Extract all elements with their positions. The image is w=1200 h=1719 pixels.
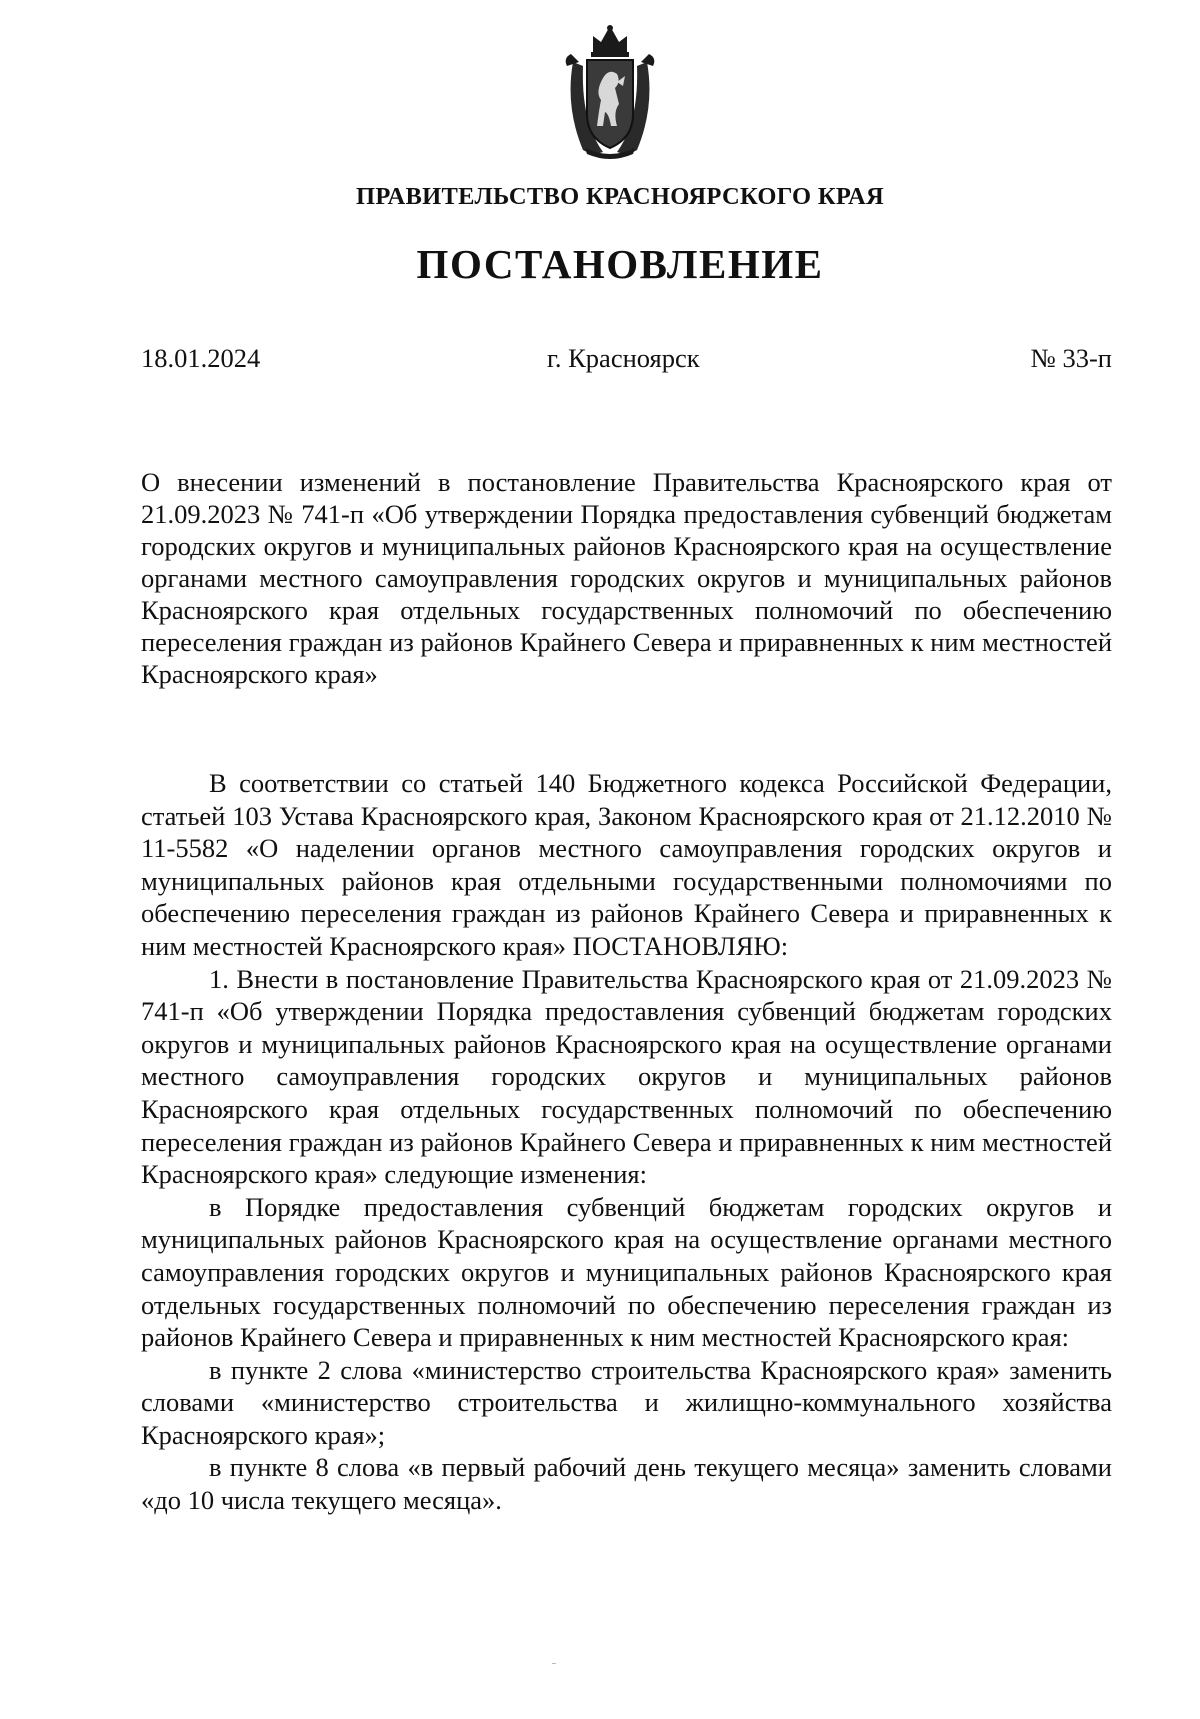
document-number: № 33-п	[1030, 343, 1112, 373]
document-body	[141, 767, 1112, 1517]
body-paragraph: в пункте 8 слова «в первый рабочий день текущего месяца» заменить словами «до 10 числа текущего месяца».	[141, 1452, 1112, 1516]
body-paragraph: В соответствии со статьей 140 Бюджетного кодекса Российской Федерации, статьей 103 Устава Красноярского края, Законом Красноярского края от 21.12.2010 № 11-5582 «О наделении органов местного самоуправления городских округов и муниципальных районов края отдельными государственными полномочиями по обеспечению переселения граждан из районов Крайнего Севера и приравненных к ним местностей Красноярского края» ПОСТАНОВЛЯЮ:	[141, 768, 1112, 961]
document-date: 18.01.2024	[141, 343, 261, 373]
document-meta	[141, 343, 1112, 379]
body-paragraph: в Порядке предоставления субвенций бюджетам городских округов и муниципальных районов Красноярского края на осуществление органами местного самоуправления городских округов и муниципальных районов Красноярского края отдельных государственных полномочий по обеспечению переселения граждан из районов Крайнего Севера и приравненных к ним местностей Красноярского края:	[141, 1191, 1112, 1353]
page-mark	[552, 1663, 556, 1664]
organization-name: ПРАВИТЕЛЬСТВО КРАСНОЯРСКОГО КРАЯ	[356, 183, 884, 210]
document-type: ПОСТАНОВЛЕНИЕ	[416, 241, 824, 287]
document-title: О внесении изменений в постановление Правительства Красноярского края от 21.09.2023 № 741-п «Об утверждении Порядка предоставления субвенций бюджетам городских округов и муниципальных районов Красноярского края на осуществление органами местного самоуправления городских округов и муниципальных районов Красноярского края отдельных государственных полномочий по обеспечению переселения граждан из районов Крайнего Севера и приравненных к ним местностей Красноярского края»	[141, 467, 1112, 689]
body-paragraph: в пункте 2 слова «министерство строительства Красноярского края» заменить словами «министерство строительства и жилищно-коммунального хозяйства Красноярского края»;	[141, 1354, 1112, 1450]
krasnoyarsk-coat-of-arms-icon	[563, 22, 657, 162]
body-paragraph: 1. Внести в постановление Правительства Красноярского края от 21.09.2023 № 741-п «Об утверждении Порядка предоставления субвенций бюджетам городских округов и муниципальных районов Красноярского края на осуществление органами местного самоуправления городских округов и муниципальных районов Красноярского края отдельных государственных полномочий по обеспечению переселения граждан из районов Крайнего Севера и приравненных к ним местностей Красноярского края» следующие изменения:	[141, 963, 1112, 1190]
document-city: г. Красноярск	[547, 343, 700, 373]
